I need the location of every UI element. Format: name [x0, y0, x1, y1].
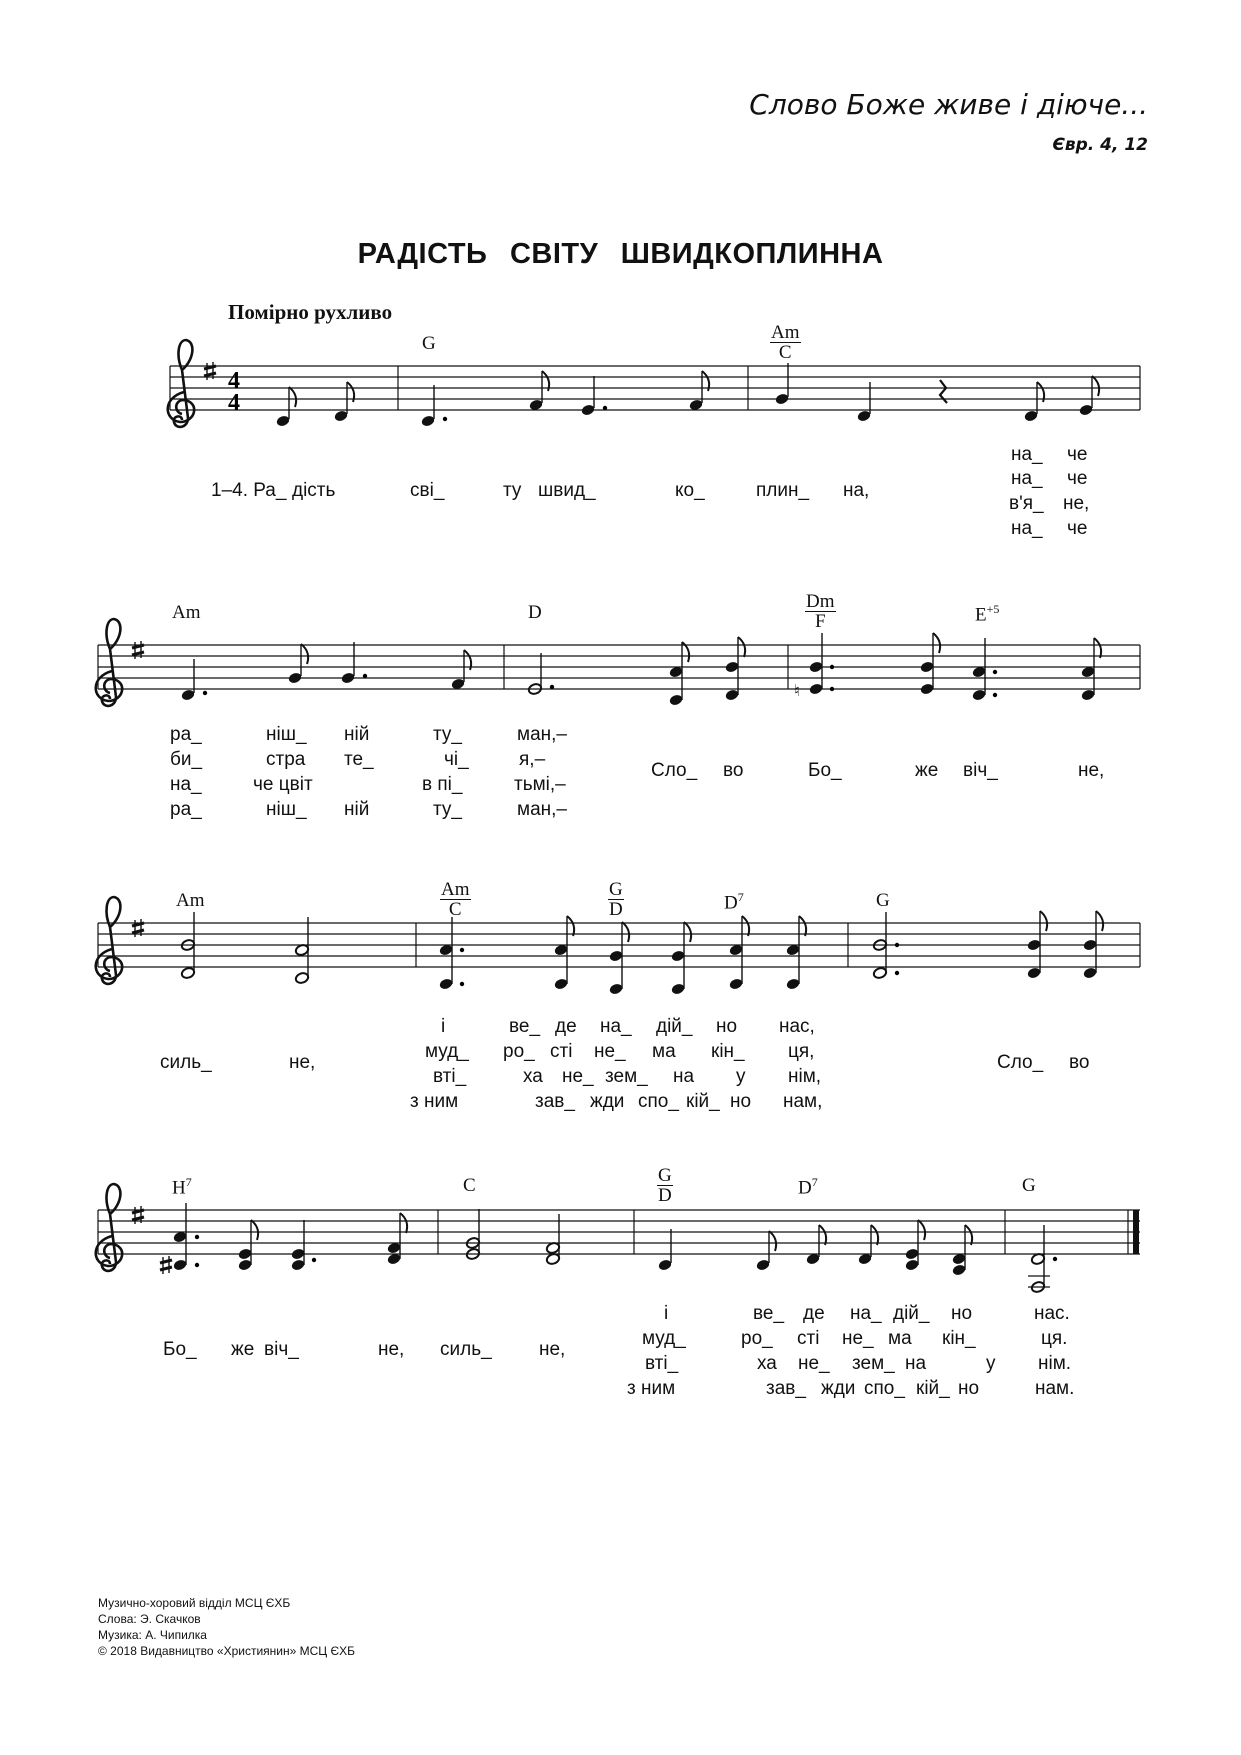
lyric-syllable: не_	[594, 1041, 626, 1062]
lyric-syllable: ро_	[741, 1328, 773, 1349]
lyric-syllable: ве_	[509, 1016, 541, 1037]
chord-g-over-d: $\frac{G}{D}$	[609, 879, 623, 920]
lyric-syllable: кій_	[686, 1091, 720, 1112]
lyric-syllable: не_	[798, 1353, 830, 1374]
song-title: РАДІСТЬ СВІТУ ШВИДКОПЛИННА	[357, 238, 884, 270]
lyric-syllable: з ним	[410, 1091, 459, 1112]
lyric-syllable: і	[664, 1303, 669, 1324]
lyric-syllable: на	[673, 1066, 695, 1087]
chord-g: G	[876, 890, 890, 911]
lyric-syllable: Сло_	[997, 1052, 1044, 1073]
lyric-syllable: нас.	[1034, 1303, 1070, 1324]
chord-h7: $H^7$	[172, 1175, 192, 1199]
lyric-syllable: де	[803, 1303, 825, 1324]
lyric-syllable: ніш_	[266, 799, 307, 820]
lyric-syllable: на_	[170, 774, 202, 795]
lyric-syllable: ха	[523, 1066, 543, 1087]
lyric-syllable: на_	[850, 1303, 882, 1324]
lyric-syllable: сті	[550, 1041, 573, 1062]
chord-c: C	[463, 1175, 476, 1196]
lyric-syllable: ман,–	[517, 799, 567, 820]
lyric-syllable: зем_	[605, 1066, 648, 1087]
lyric-syllable: ве_	[753, 1303, 785, 1324]
tempo-marking: Помірно рухливо	[228, 300, 393, 324]
lyric-syllable: сті	[797, 1328, 820, 1349]
lyric-syllable: муд_	[425, 1041, 469, 1062]
lyric-syllable: у	[736, 1066, 746, 1087]
lyric-syllable: віч_	[963, 760, 998, 781]
lyric-syllable: нам,	[783, 1091, 823, 1112]
lyric-syllable: сві_	[410, 480, 445, 501]
lyric-syllable: ту_	[433, 799, 462, 820]
lyric-syllable: дій_	[893, 1303, 930, 1324]
lyric-syllable: муд_	[642, 1328, 686, 1349]
lyric-syllable: швид_	[538, 480, 596, 501]
chord-e-aug: $E^{+5}$	[975, 602, 1000, 626]
lyric-syllable: но	[730, 1091, 752, 1112]
chord-g: G	[422, 333, 436, 354]
lyric-syllable: не,	[1063, 493, 1090, 514]
lyric-syllable: нім,	[788, 1066, 822, 1087]
lyric-syllable: че цвіт	[253, 774, 313, 795]
lyric-syllable: спо_	[864, 1378, 905, 1399]
lyric-syllable: жди	[821, 1378, 856, 1399]
lyric-syllable: во	[1069, 1052, 1090, 1073]
chord-dm-over-f: $\frac{Dm}{F}$	[806, 591, 835, 632]
svg-text:4: 4	[228, 390, 240, 416]
lyric-syllable: ній	[344, 724, 370, 745]
lyric-syllable: ній	[344, 799, 370, 820]
lyric-syllable: ця,	[788, 1041, 815, 1062]
lyrics-credit: Слова: Э. Скачков	[98, 1612, 201, 1626]
lyric-syllable: з ним	[627, 1378, 676, 1399]
lyric-syllable: зав_	[766, 1378, 806, 1399]
lyric-syllable: нім.	[1038, 1353, 1072, 1374]
lyric-syllable: на_	[600, 1016, 632, 1037]
lyric-syllable: жди	[590, 1091, 625, 1112]
chord-d7: $D^7$	[798, 1175, 818, 1199]
lyric-syllable: зем_	[852, 1353, 895, 1374]
lyric-syllable: 1–4. Ра_	[211, 480, 287, 501]
svg-text:♮: ♮	[794, 681, 800, 700]
publisher-department: Музично-хоровий відділ МСЦ ЄХБ	[98, 1596, 291, 1610]
lyric-syllable: но	[716, 1016, 738, 1037]
lyric-syllable: не_	[562, 1066, 594, 1087]
staff-system-4	[96, 1184, 1140, 1293]
lyric-syllable: на	[905, 1353, 927, 1374]
lyric-syllable: на_	[1011, 518, 1043, 539]
lyric-syllable: на,	[843, 480, 870, 501]
scripture-reference: Євр. 4, 12	[1052, 135, 1148, 155]
lyric-syllable: ма	[652, 1041, 676, 1062]
chord-am-over-c: $\frac{Am}{C}$	[441, 879, 470, 920]
lyric-syllable: ніш_	[266, 724, 307, 745]
chord-g-over-d: $\frac{G}{D}$	[658, 1165, 672, 1206]
lyric-syllable: дій_	[656, 1016, 693, 1037]
lyric-syllable: ман,–	[517, 724, 567, 745]
lyric-syllable: би_	[170, 749, 203, 770]
chord-am-over-c: $\frac{Am}{C}$	[771, 322, 800, 363]
lyric-syllable: ро_	[503, 1041, 535, 1062]
lyric-syllable: ко_	[675, 480, 705, 501]
lyric-syllable: на_	[1011, 444, 1043, 465]
lyric-syllable: спо_	[638, 1091, 679, 1112]
lyric-syllable: зав_	[535, 1091, 575, 1112]
lyric-syllable: тьмі,–	[514, 774, 566, 795]
lyric-syllable: силь_	[160, 1052, 212, 1073]
svg-text:4: 4	[228, 368, 240, 394]
lyric-syllable: Сло_	[651, 760, 698, 781]
copyright-notice: © 2018 Видавництво «Християнин» МСЦ ЄХБ	[98, 1644, 356, 1658]
lyric-syllable: не,	[289, 1052, 316, 1073]
lyric-syllable: не,	[378, 1339, 405, 1360]
lyric-syllable: на_	[1011, 468, 1043, 489]
lyric-syllable: но	[958, 1378, 980, 1399]
lyric-syllable: силь_	[440, 1339, 492, 1360]
lyric-syllable: чі_	[444, 749, 469, 770]
lyric-syllable: нас,	[779, 1016, 815, 1037]
staff-system-2	[96, 619, 1140, 706]
lyric-syllable: де	[555, 1016, 577, 1037]
lyric-syllable: ту_	[433, 724, 462, 745]
lyric-syllable: че	[1067, 468, 1088, 489]
lyric-syllable: ту	[503, 480, 522, 501]
lyric-syllable: і	[441, 1016, 446, 1037]
credits-footer	[98, 1595, 355, 1659]
chord-am: Am	[176, 890, 205, 911]
lyric-syllable: стра	[266, 749, 306, 770]
lyric-syllable: Бо_	[808, 760, 842, 781]
lyric-syllable: те_	[344, 749, 374, 770]
lyric-syllable: в'я_	[1009, 493, 1044, 514]
lyric-syllable: вті_	[433, 1066, 467, 1087]
lyric-syllable: в пі_	[422, 774, 463, 795]
staff-system-1	[168, 340, 1140, 427]
lyric-syllable: ра_	[170, 799, 202, 820]
lyric-syllable: віч_	[264, 1339, 299, 1360]
lyric-syllable: че	[1067, 444, 1088, 465]
lyric-syllable: плин_	[756, 480, 810, 501]
lyric-syllable: ця.	[1041, 1328, 1068, 1349]
lyric-syllable: же	[915, 760, 939, 781]
lyric-syllable: ра_	[170, 724, 202, 745]
lyric-syllable: ха	[757, 1353, 777, 1374]
chord-d: D	[528, 602, 542, 623]
lyric-syllable: кій_	[916, 1378, 950, 1399]
chord-am: Am	[172, 602, 201, 623]
epigraph: Слово Боже живе і діюче...	[749, 88, 1148, 121]
lyric-syllable: ма	[888, 1328, 912, 1349]
lyric-syllable: не,	[539, 1339, 566, 1360]
lyric-syllable: че	[1067, 518, 1088, 539]
lyric-syllable: дість	[292, 480, 336, 501]
lyric-syllable: но	[951, 1303, 973, 1324]
chord-d7: $D^7$	[724, 890, 744, 914]
lyric-syllable: Бо_	[163, 1339, 197, 1360]
lyric-syllable: у	[986, 1353, 996, 1374]
lyric-syllable: не,	[1078, 760, 1105, 781]
lyric-syllable: кін_	[711, 1041, 745, 1062]
lyric-syllable: во	[723, 760, 744, 781]
lyric-syllable: вті_	[645, 1353, 679, 1374]
lyric-syllable: кін_	[942, 1328, 976, 1349]
lyric-syllable: нам.	[1035, 1378, 1075, 1399]
music-credit: Музика: А. Чипилка	[98, 1628, 207, 1642]
lyric-syllable: я,–	[519, 749, 546, 770]
lyric-syllable: же	[231, 1339, 255, 1360]
lyric-syllable: не_	[842, 1328, 874, 1349]
chord-g: G	[1022, 1175, 1036, 1196]
